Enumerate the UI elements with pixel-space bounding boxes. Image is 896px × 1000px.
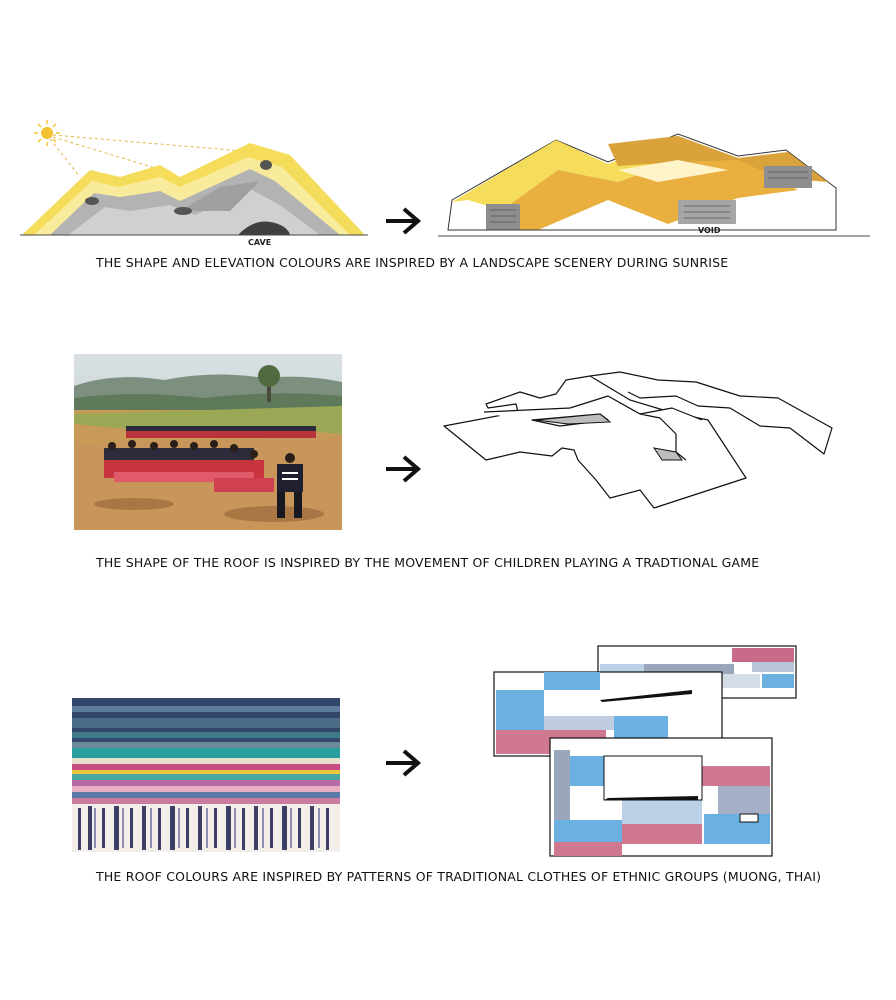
row-fabric-colours (0, 590, 896, 1000)
void-label: VOID (698, 226, 721, 235)
roof-colour-plan (492, 646, 804, 864)
caption-row-1: THE SHAPE AND ELEVATION COLOURS ARE INSPIRED BY A LANDSCAPE SCENERY DURING SUNRISE (96, 255, 729, 270)
elevation-diagram (438, 130, 878, 240)
roof-shape-diagram (440, 368, 840, 518)
caption-row-2: THE SHAPE OF THE ROOF IS INSPIRED BY THE MOVEMENT OF CHILDREN PLAYING A TRADTIONAL GAME (96, 555, 760, 570)
row-children-game (0, 290, 896, 590)
right-arrow-icon (384, 748, 424, 778)
right-arrow-icon (384, 206, 424, 236)
right-arrow-icon (384, 454, 424, 484)
cave-label: CAVE (248, 238, 272, 247)
children-playing-photo (74, 354, 342, 530)
caption-row-3: THE ROOF COLOURS ARE INSPIRED BY PATTERNS OF TRADITIONAL CLOTHES OF ETHNIC GROUPS (MUONG, THAI) (96, 869, 822, 884)
sun-icon (34, 120, 60, 146)
row-landscape (0, 0, 896, 290)
landscape-mountains-diagram (20, 115, 380, 245)
traditional-fabric-photo (72, 698, 344, 854)
